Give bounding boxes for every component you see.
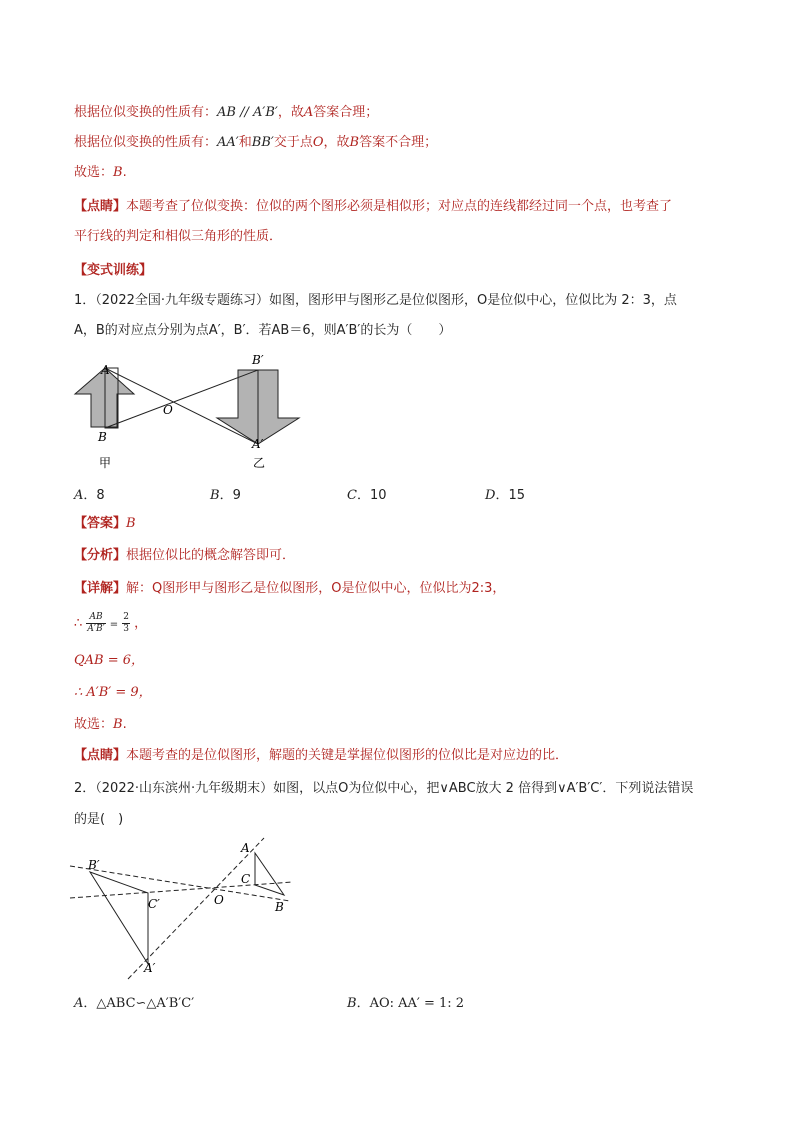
q2-option-b[interactable]: B．AO: AA′ = 1: 2 bbox=[347, 996, 465, 1011]
q2-line-c-c2 bbox=[70, 882, 293, 898]
note-prev-line-1: 【点睛】本题考查了位似变换：位似的两个图形必须是相似形；对应点的连线都经过同一个点，也考查了 bbox=[74, 199, 673, 214]
q1-label-a: A bbox=[101, 363, 110, 377]
q2-triangle-abc bbox=[255, 853, 284, 895]
solution-line-1: 根据位似变换的性质有：AB // A′B′，故A答案合理； bbox=[74, 105, 379, 120]
q1-label-b2: B′ bbox=[252, 353, 264, 367]
q2-label-b2: B′ bbox=[88, 858, 100, 872]
q1-option-b[interactable]: B．9 bbox=[210, 488, 241, 503]
q1-label-yi: 乙 bbox=[253, 456, 266, 470]
q2-label-a: A bbox=[241, 841, 250, 855]
q2-stem-line-1: 2．（2022·山东滨州·九年级期末）如图，以点O为位似中心，把∨ABC放大 2 倍得到∨A′B′C′．下列说法错误 bbox=[74, 781, 694, 796]
q1-label-a2: A′ bbox=[252, 437, 264, 451]
q1-option-c[interactable]: C．10 bbox=[347, 488, 387, 503]
q1-stem-line-2: A，B的对应点分别为点A′，B′．若AB＝6，则A′B′的长为（ ） bbox=[74, 323, 452, 338]
q1-label-b: B bbox=[98, 430, 107, 444]
ratio-fraction-right: $\frac{2}{3}$ bbox=[123, 612, 130, 634]
q2-option-a[interactable]: A．△ABC∽△A′B′C′ bbox=[74, 996, 195, 1011]
solution-choose: 故选：B. bbox=[74, 165, 127, 180]
note-prev-line-2: 平行线的判定和相似三角形的性质． bbox=[74, 229, 283, 244]
q1-detail: 【详解】解：Q图形甲与图形乙是位似图形，O是位似中心，位似比为2:3， bbox=[74, 581, 506, 596]
q1-stem-line-1: 1．（2022全国·九年级专题练习）如图，图形甲与图形乙是位似图形，O是位似中心，位似比为 2：3，点 bbox=[74, 293, 677, 308]
q1-option-a[interactable]: A．8 bbox=[74, 488, 105, 503]
q1-line-a-a2 bbox=[105, 368, 258, 444]
q2-label-b: B bbox=[275, 900, 284, 914]
q2-label-c: C bbox=[241, 872, 251, 886]
section-title: 【变式训练】 bbox=[74, 263, 153, 278]
q2-triangle-a2b2c2 bbox=[90, 872, 148, 964]
q1-figure bbox=[70, 350, 305, 475]
solution-line-2: 根据位似变换的性质有：AA′和BB′交于点O，故B答案不合理； bbox=[74, 135, 438, 150]
q1-answer: 【答案】B bbox=[74, 516, 136, 531]
ratio-fraction-left: $\frac{AB}{A'B'}$ bbox=[87, 612, 105, 634]
q1-option-d[interactable]: D．15 bbox=[485, 488, 525, 503]
q2-label-a2: A′ bbox=[144, 961, 156, 975]
q1-step-ab: QAB = 6， bbox=[74, 653, 145, 668]
q1-label-o: O bbox=[163, 403, 173, 417]
q2-figure bbox=[68, 836, 304, 980]
q2-stem-line-2: 的是( ) bbox=[74, 812, 124, 827]
q1-choose: 故选：B. bbox=[74, 717, 127, 732]
q2-label-c2: C′ bbox=[148, 897, 160, 911]
q1-label-jia: 甲 bbox=[99, 456, 112, 470]
q1-step-ratio: ∴ $\frac{AB}{A'B'}$ = $\frac{2}{3}$ ， bbox=[74, 612, 148, 634]
q1-note: 【点睛】本题考查的是位似图形，解题的关键是掌握位似图形的位似比是对应边的比． bbox=[74, 748, 569, 763]
q1-analysis: 【分析】根据位似比的概念解答即可． bbox=[74, 548, 296, 563]
q2-label-o: O bbox=[214, 893, 224, 907]
q1-step-result: ∴ A′B′ = 9， bbox=[74, 685, 152, 700]
